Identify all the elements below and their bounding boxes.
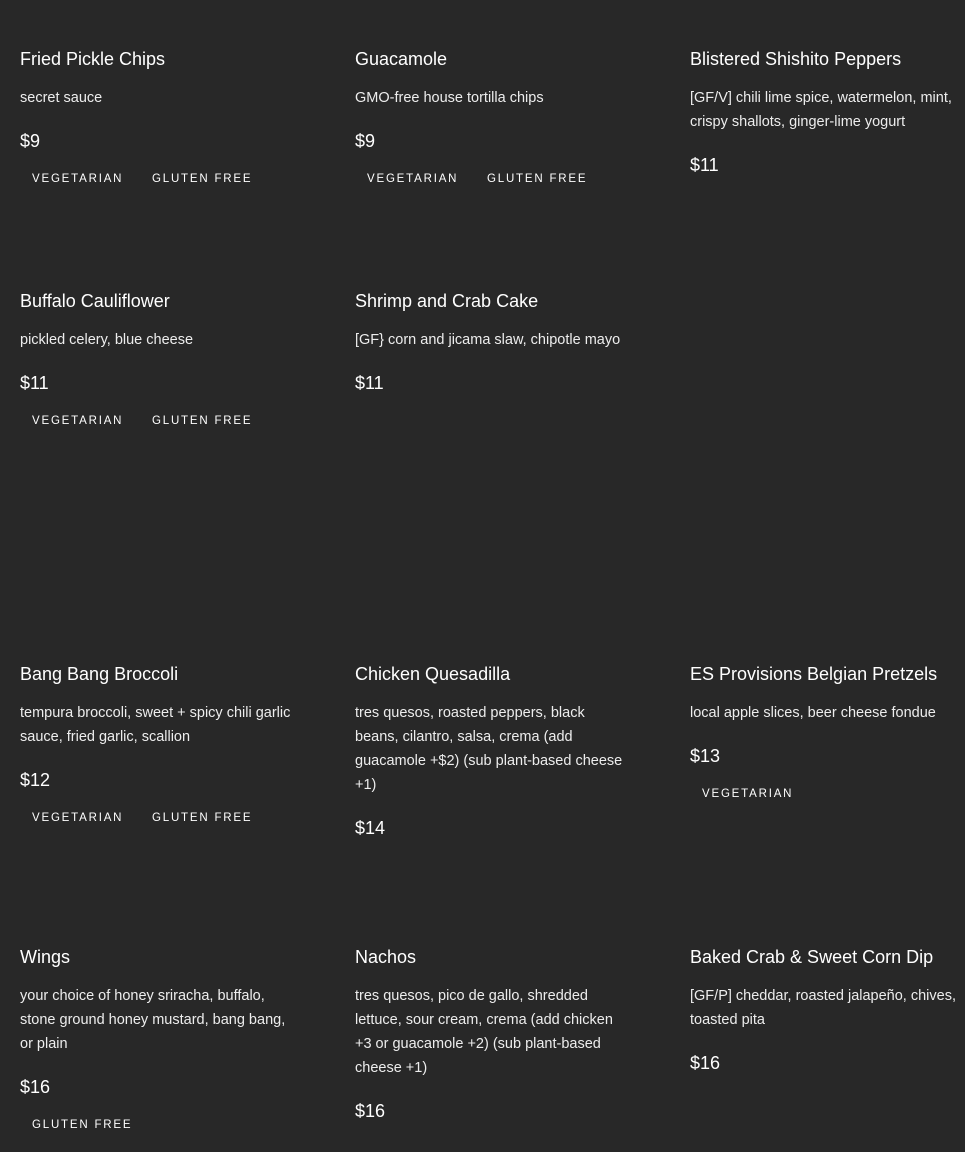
tag-vegetarian: VEGETARIAN xyxy=(702,788,794,800)
tag-vegetarian: VEGETARIAN xyxy=(32,812,124,824)
tag-gluten-free: GLUTEN FREE xyxy=(152,812,253,824)
menu-item-blistered-shishito-peppers xyxy=(690,48,960,176)
menu-item-description: tres quesos, roasted peppers, black beans, cilantro, salsa, crema (add guacamole +$2) (sub plant-based cheese +1) xyxy=(355,705,623,793)
menu-item-description: your choice of honey sriracha, buffalo, stone ground honey mustard, bang bang, or plain xyxy=(20,988,286,1052)
menu-item-price: $16 xyxy=(20,1077,51,1097)
menu-item-price: $11 xyxy=(355,373,384,393)
menu-item-price: $11 xyxy=(20,373,49,393)
menu-item-price: $14 xyxy=(355,818,386,838)
menu-item-price: $9 xyxy=(20,131,41,151)
menu-item-tags xyxy=(690,788,960,801)
menu-item-tags xyxy=(20,415,295,428)
menu-item-description: tempura broccoli, sweet + spicy chili garlic sauce, fried garlic, scallion xyxy=(20,705,291,745)
menu-item-es-provisions-belgian-pretzels xyxy=(690,663,960,801)
menu-item-tags xyxy=(20,173,295,186)
tag-vegetarian: VEGETARIAN xyxy=(32,415,124,427)
menu-item-tags xyxy=(20,1119,295,1132)
menu-item-guacamole xyxy=(355,48,630,186)
tag-vegetarian: VEGETARIAN xyxy=(367,173,459,185)
menu-item-name: Baked Crab & Sweet Corn Dip xyxy=(690,947,934,967)
tag-vegetarian: VEGETARIAN xyxy=(32,173,124,185)
menu-item-name: Chicken Quesadilla xyxy=(355,664,511,684)
tag-gluten-free: GLUTEN FREE xyxy=(152,415,253,427)
tag-gluten-free: GLUTEN FREE xyxy=(32,1119,133,1131)
menu-item-name: Guacamole xyxy=(355,49,448,69)
menu-item-name: Blistered Shishito Peppers xyxy=(690,49,902,69)
menu-item-price: $13 xyxy=(690,746,721,766)
menu-item-chicken-quesadilla xyxy=(355,663,630,839)
menu-item-baked-crab-sweet-corn-dip xyxy=(690,946,960,1074)
menu-item-shrimp-and-crab-cake xyxy=(355,290,630,394)
menu-item-tags xyxy=(20,812,295,825)
menu-item-fried-pickle-chips xyxy=(20,48,295,186)
menu-item-description: [GF} corn and jicama slaw, chipotle mayo xyxy=(355,332,621,348)
menu-item-buffalo-cauliflower xyxy=(20,290,295,428)
menu-item-wings xyxy=(20,946,295,1132)
menu-item-description: [GF/P] cheddar, roasted jalapeño, chives, toasted pita xyxy=(690,988,956,1028)
menu-item-description: tres quesos, pico de gallo, shredded lettuce, sour cream, crema (add chicken +3 or guacamole +2) (sub plant-based cheese +1) xyxy=(355,988,613,1076)
menu-item-tags xyxy=(355,173,630,186)
menu-item-name: Shrimp and Crab Cake xyxy=(355,291,539,311)
menu-item-name: Nachos xyxy=(355,947,417,967)
menu-item-price: $16 xyxy=(690,1053,721,1073)
tag-gluten-free: GLUTEN FREE xyxy=(487,173,588,185)
menu-item-nachos xyxy=(355,946,630,1122)
menu-item-description: pickled celery, blue cheese xyxy=(20,332,194,348)
tag-gluten-free: GLUTEN FREE xyxy=(152,173,253,185)
menu-item-name: Wings xyxy=(20,947,71,967)
menu-item-name: ES Provisions Belgian Pretzels xyxy=(690,664,938,684)
menu-item-description: local apple slices, beer cheese fondue xyxy=(690,705,936,721)
menu-item-name: Buffalo Cauliflower xyxy=(20,291,170,311)
menu-item-price: $9 xyxy=(355,131,376,151)
menu-item-price: $16 xyxy=(355,1101,386,1121)
menu-item-name: Fried Pickle Chips xyxy=(20,49,166,69)
menu-item-description: GMO-free house tortilla chips xyxy=(355,90,544,106)
menu-item-bang-bang-broccoli xyxy=(20,663,295,825)
menu-item-price: $11 xyxy=(690,155,719,175)
menu-item-price: $12 xyxy=(20,770,51,790)
menu-item-name: Bang Bang Broccoli xyxy=(20,664,179,684)
menu-item-description: secret sauce xyxy=(20,90,103,106)
menu-item-description: [GF/V] chili lime spice, watermelon, mint, crispy shallots, ginger-lime yogurt xyxy=(690,90,952,130)
